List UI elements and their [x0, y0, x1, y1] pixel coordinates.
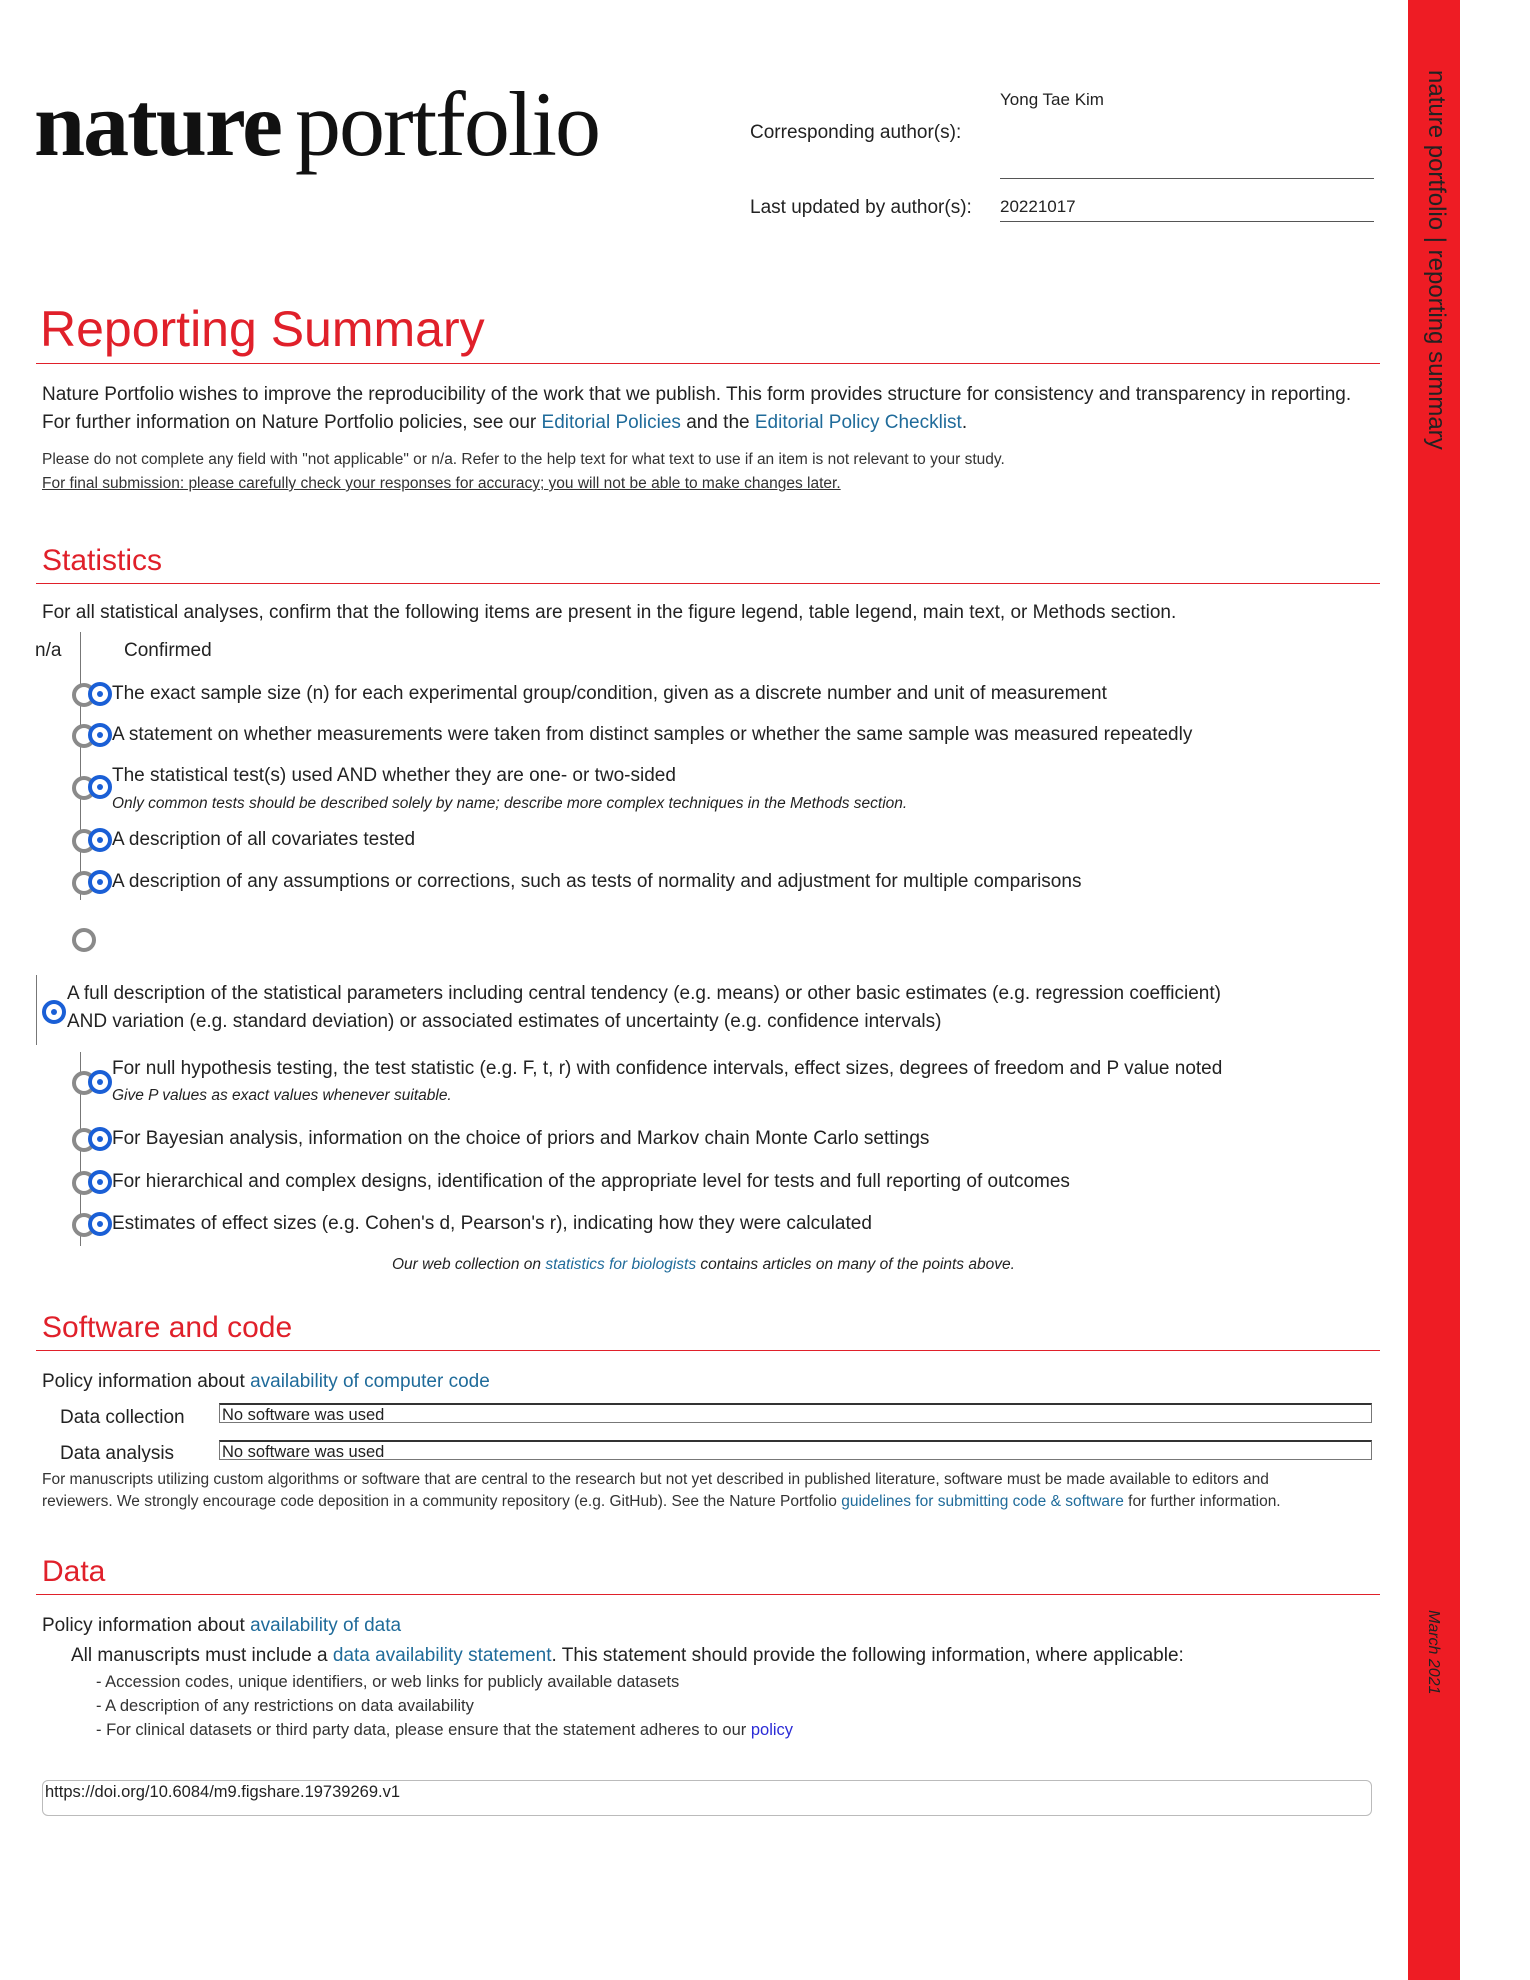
na-radio[interactable] — [72, 928, 96, 952]
nature-portfolio-logo — [34, 73, 599, 175]
data-availability-field[interactable]: https://doi.org/10.6084/m9.figshare.19739269.v1 — [42, 1780, 1372, 1816]
data-statement — [71, 1642, 1184, 1670]
data-analysis-label: Data analysis — [60, 1443, 175, 1462]
statistics-intro: For all statistical analyses, confirm that the following items are present in the figure legend, table legend, main text, or Methods section. — [42, 602, 1177, 623]
checklist-divider-1 — [80, 632, 81, 900]
editorial-policy-checklist-link[interactable]: Editorial Policy Checklist — [754, 412, 962, 433]
data-policy-text: Policy information about — [42, 1615, 251, 1636]
data-bullet-text: - For clinical datasets or third party data, please ensure that the statement adheres to our — [96, 1721, 751, 1739]
checklist-item: For null hypothesis testing, the test statistic (e.g. F, t, r) with confidence intervals, effect sizes, degrees of freedom and P value noted — [112, 1058, 1223, 1079]
confirmed-radio[interactable] — [88, 1170, 112, 1194]
col-confirmed-header: Confirmed — [124, 640, 212, 661]
checklist-item: The exact sample size (n) for each experimental group/condition, given as a discrete number and unit of measurement — [112, 683, 1107, 704]
data-availability-statement-link[interactable]: data availability statement — [332, 1645, 552, 1666]
statistics-footer-text-1: Our web collection on — [392, 1256, 546, 1273]
data-collection-field[interactable]: No software was used — [219, 1403, 1372, 1423]
corresponding-author-label: Corresponding author(s): — [750, 122, 962, 143]
software-heading: Software and code — [42, 1311, 293, 1344]
last-updated-label: Last updated by author(s): — [750, 197, 972, 218]
code-guidelines-link[interactable]: guidelines for submitting code & software — [841, 1493, 1124, 1510]
confirmed-radio[interactable] — [88, 682, 112, 706]
data-bullet: - Accession codes, unique identifiers, or web links for publicly available datasets — [96, 1673, 680, 1691]
data-analysis-field[interactable]: No software was used — [219, 1440, 1372, 1460]
data-bullet — [96, 1718, 793, 1742]
data-policy-link[interactable]: policy — [750, 1721, 794, 1739]
intro-note: Please do not complete any field with "not applicable" or n/a. Refer to the help text for what text to use if an item is not relevant to your study. — [42, 451, 1005, 468]
confirmed-radio[interactable] — [88, 1127, 112, 1151]
checklist-item: For Bayesian analysis, information on the choice of priors and Markov chain Monte Carlo settings — [112, 1128, 930, 1149]
corresponding-author-value[interactable]: Yong Tae Kim — [1000, 90, 1104, 109]
statistics-footer — [392, 1256, 1015, 1274]
last-updated-value[interactable]: 20221017 — [1000, 197, 1076, 216]
software-note-1: For manuscripts utilizing custom algorithms or software that are central to the research but not yet described in published literature, software must be made available to editors and — [42, 1471, 1269, 1488]
checklist-item: A description of any assumptions or corrections, such as tests of normality and adjustment for multiple comparisons — [112, 871, 1082, 892]
side-title — [1408, 70, 1460, 490]
data-collection-label: Data collection — [60, 1407, 185, 1428]
intro-paragraph — [42, 381, 1382, 437]
col-na-header: n/a — [35, 640, 62, 661]
data-statement-text-end: . This statement should provide the following information, where applicable: — [551, 1645, 1184, 1666]
checklist-item: The statistical test(s) used AND whether they are one- or two-sided — [112, 765, 676, 786]
statistics-for-biologists-link[interactable]: statistics for biologists — [545, 1256, 697, 1273]
software-policy — [42, 1368, 490, 1396]
software-policy-text: Policy information about — [42, 1371, 251, 1392]
software-note-2 — [42, 1490, 1281, 1514]
checklist-item: A full description of the statistical parameters including central tendency (e.g. means) or other basic estimates (e.g. regression coefficient) — [67, 983, 1221, 1004]
computer-code-availability-link[interactable]: availability of computer code — [250, 1371, 490, 1392]
side-date — [1408, 1610, 1460, 1730]
data-bullet: - A description of any restrictions on data availability — [96, 1697, 474, 1715]
statistics-rule — [36, 583, 1380, 584]
intro-text-2: and the — [680, 412, 755, 433]
checklist-item: For hierarchical and complex designs, identification of the appropriate level for tests and full reporting of outcomes — [112, 1171, 1070, 1192]
checklist-item: A description of all covariates tested — [112, 829, 416, 850]
confirmed-radio[interactable] — [42, 1000, 66, 1024]
title-rule — [36, 363, 1380, 364]
data-rule — [36, 1594, 1380, 1595]
checklist-item-continued: AND variation (e.g. standard deviation) or associated estimates of uncertainty (e.g. confidence intervals) — [67, 1011, 942, 1032]
logo-light: portfolio — [294, 73, 599, 175]
statistics-heading: Statistics — [42, 544, 163, 577]
data-heading: Data — [42, 1555, 106, 1588]
side-title-text: nature portfolio | reporting summary — [1423, 70, 1450, 450]
checklist-item: A statement on whether measurements were taken from distinct samples or whether the same sample was measured repeatedly — [112, 724, 1193, 745]
intro-text-3: . — [961, 412, 968, 433]
software-rule — [36, 1350, 1380, 1351]
checklist-item-help: Give P values as exact values whenever suitable. — [112, 1087, 452, 1104]
confirmed-radio[interactable] — [88, 723, 112, 747]
final-submission-note: For final submission: please carefully check your responses for accuracy; you will not be able to make changes later. — [42, 475, 841, 492]
data-availability-link[interactable]: availability of data — [250, 1615, 402, 1636]
data-policy — [42, 1612, 401, 1640]
statistics-footer-text-2: contains articles on many of the points above. — [696, 1256, 1015, 1273]
confirmed-radio[interactable] — [88, 828, 112, 852]
logo-bold: nature — [34, 73, 281, 175]
corresponding-author-line — [1000, 178, 1374, 179]
confirmed-radio[interactable] — [88, 1212, 112, 1236]
editorial-policies-link[interactable]: Editorial Policies — [541, 412, 681, 433]
confirmed-radio[interactable] — [88, 870, 112, 894]
intro-text-1: Nature Portfolio wishes to improve the reproducibility of the work that we publish. This form provides structure for consistency and transparency in reporting. For further information on Nature Portfolio policies, see our — [42, 384, 1352, 433]
page-title: Reporting Summary — [40, 301, 485, 357]
confirmed-radio[interactable] — [88, 775, 112, 799]
checklist-item: Estimates of effect sizes (e.g. Cohen's d, Pearson's r), indicating how they were calculated — [112, 1213, 872, 1234]
software-note-text-end: for further information. — [1123, 1493, 1281, 1510]
checklist-item-help: Only common tests should be described solely by name; describe more complex techniques in the Methods section. — [112, 795, 908, 812]
last-updated-line — [1000, 221, 1374, 222]
checklist-divider-2 — [36, 975, 37, 1045]
software-note-text: reviewers. We strongly encourage code deposition in a community repository (e.g. GitHub). See the Nature Portfolio — [42, 1493, 842, 1510]
data-statement-text: All manuscripts must include a — [71, 1645, 333, 1666]
confirmed-radio[interactable] — [88, 1070, 112, 1094]
side-date-text: March 2021 — [1425, 1610, 1442, 1695]
